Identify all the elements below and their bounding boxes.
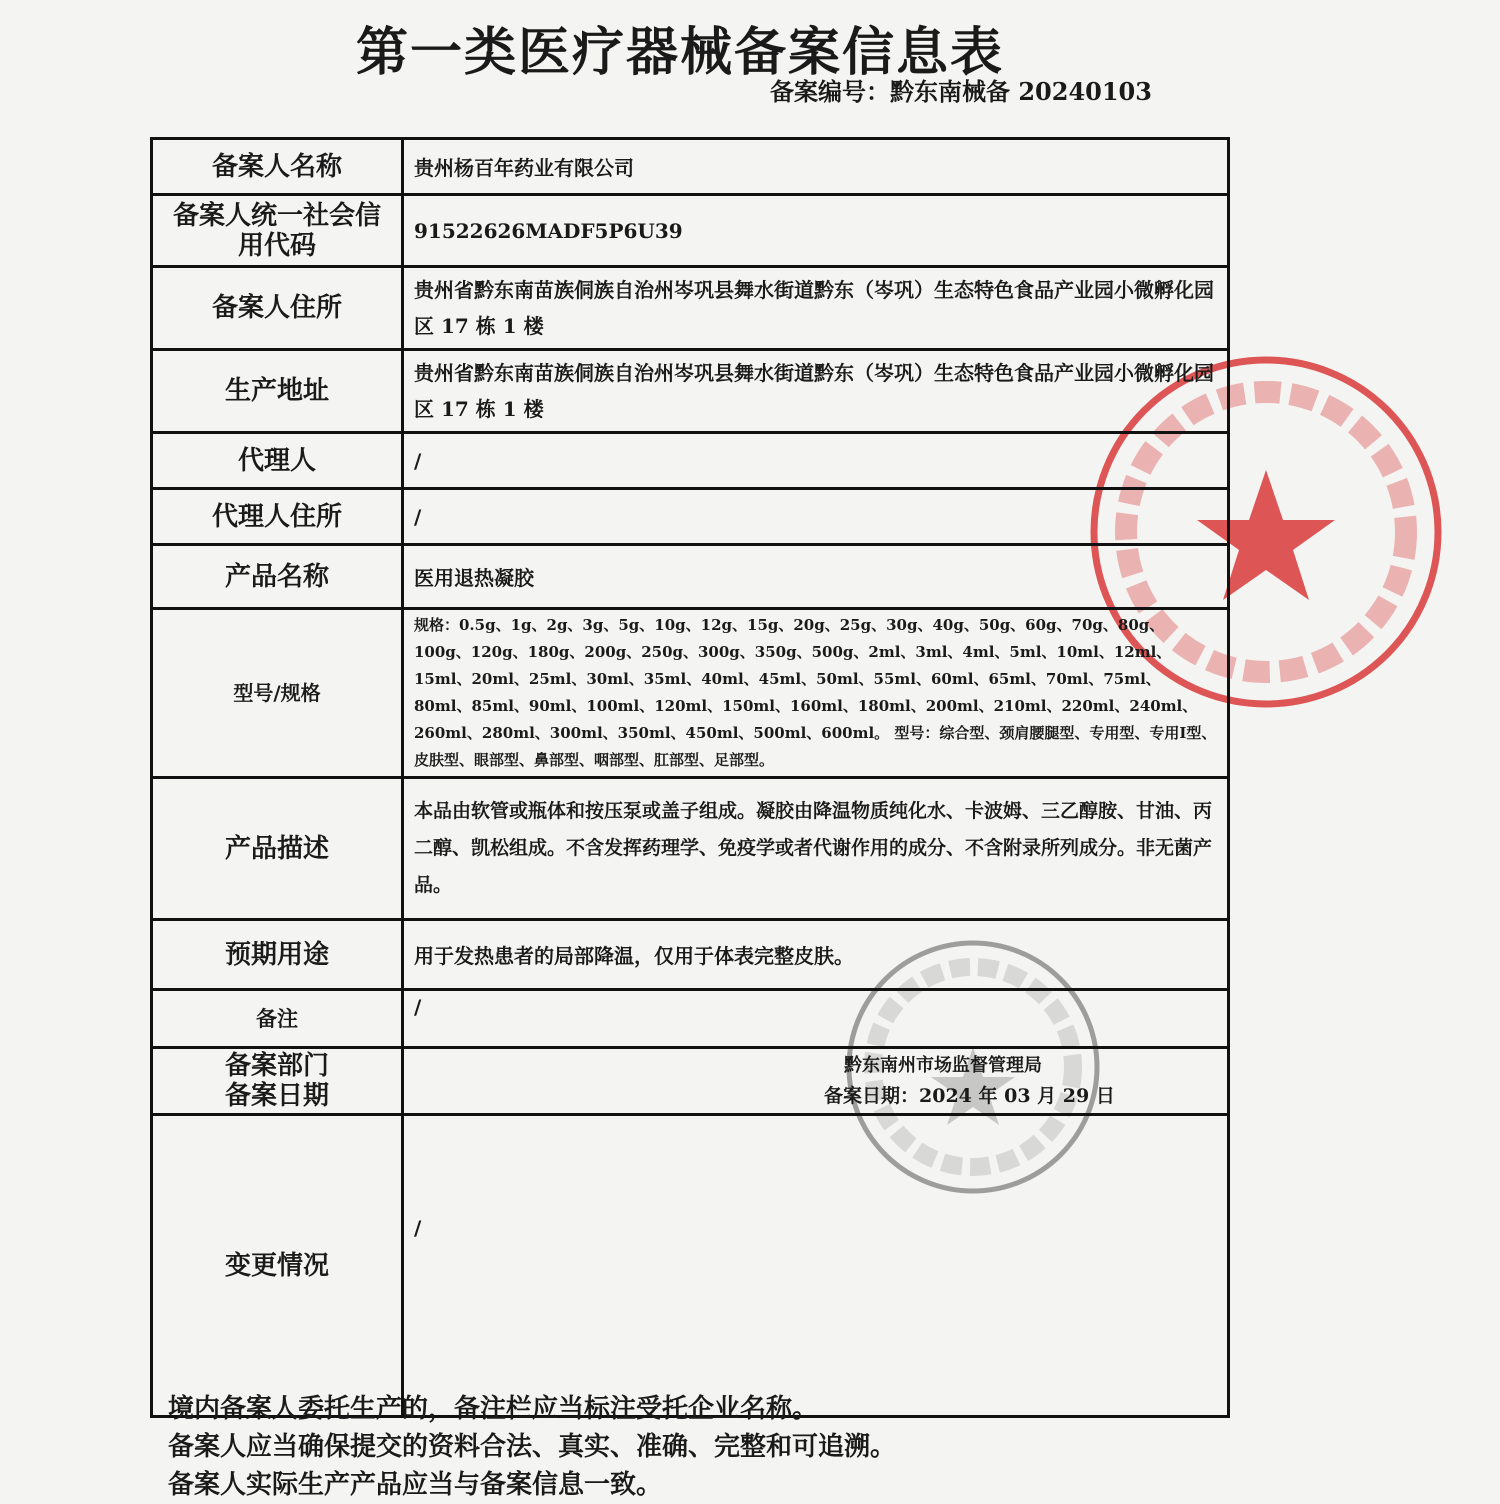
table-row [152,195,1229,267]
table-row [152,267,1229,350]
row-label: 备注 [152,990,403,1048]
row-value: / [403,433,1229,489]
document-title: 第一类医疗器械备案信息表 [355,22,1004,83]
row-value: 贵州杨百年药业有限公司 [403,139,1229,195]
row-label: 型号/规格 [152,609,403,778]
table-row [152,139,1229,195]
table-row [152,545,1229,609]
table-row [152,609,1229,778]
row-label: 代理人 [152,433,403,489]
table-row [152,778,1229,920]
row-value: 用于发热患者的局部降温，仅用于体表完整皮肤。 [403,920,1229,990]
row-value: 规格：0.5g、1g、2g、3g、5g、10g、12g、15g、20g、25g、30g、40g、50g、60g、70g、80g、100g、120g、180g、200g、250g、300g、350g、500g、2ml、3ml、4ml、5ml、10ml、12ml、15ml、20ml、25ml、30ml、35ml、40ml、45ml、50ml、55ml、60ml、65ml、70ml、75ml、80ml、85ml、90ml、100ml、120ml、150ml、160ml、180ml、200ml、210ml、220ml、240ml、260ml、280ml、300ml、350ml、450ml、500ml、600ml。 型号：综合型、颈肩腰腿型、专用型、专用Ⅰ型、皮肤型、眼部型、鼻部型、咽部型、肛部型、足部型。 [403,609,1229,778]
table-row [152,433,1229,489]
row-value: / [403,990,1229,1048]
row-label: 代理人住所 [152,489,403,545]
footer-notes [168,1390,896,1504]
footer-note: 境内备案人委托生产的，备注栏应当标注受托企业名称。 [168,1394,819,1424]
row-label: 备案人名称 [152,139,403,195]
filing-department: 黔东南州市场监督管理局 [844,1055,1042,1076]
footer-note: 备案人实际生产产品应当与备案信息一致。 [168,1470,663,1500]
table-row [152,1115,1229,1417]
row-label: 产品描述 [152,778,403,920]
filing-info-table [150,137,1230,1418]
row-value: / [403,489,1229,545]
row-value: 91522626MADF5P6U39 [403,195,1229,267]
row-label: 备案部门 备案日期 [152,1048,403,1115]
row-value: 医用退热凝胶 [403,545,1229,609]
footer-note: 备案人应当确保提交的资料合法、真实、准确、完整和可追溯。 [168,1432,897,1462]
registration-number-value: 黔东南械备 20240103 [890,77,1152,106]
row-label: 备案人统一社会信用代码 [152,195,403,267]
row-label: 备案人住所 [152,267,403,350]
table-row [152,1048,1229,1115]
row-label: 变更情况 [152,1115,403,1417]
table-row [152,489,1229,545]
registration-number-label: 备案编号： [770,77,890,106]
table-row [152,920,1229,990]
filing-date: 备案日期：2024 年 03 月 29 日 [824,1085,1115,1107]
table-row [152,350,1229,433]
row-value: 本品由软管或瓶体和按压泵或盖子组成。凝胶由降温物质纯化水、卡波姆、三乙醇胺、甘油、丙二醇、凯松组成。不含发挥药理学、免疫学或者代谢作用的成分、不含附录所列成分。非无菌产品。 [403,778,1229,920]
row-label: 产品名称 [152,545,403,609]
table-row [152,990,1229,1048]
row-label: 生产地址 [152,350,403,433]
registration-number [770,72,1152,107]
row-value: 贵州省黔东南苗族侗族自治州岑巩县舞水街道黔东（岑巩）生态特色食品产业园小微孵化园区 17 栋 1 楼 [403,267,1229,350]
row-label: 预期用途 [152,920,403,990]
row-value: 贵州省黔东南苗族侗族自治州岑巩县舞水街道黔东（岑巩）生态特色食品产业园小微孵化园区 17 栋 1 楼 [403,350,1229,433]
row-value: / [403,1115,1229,1417]
row-value [403,1048,1229,1115]
